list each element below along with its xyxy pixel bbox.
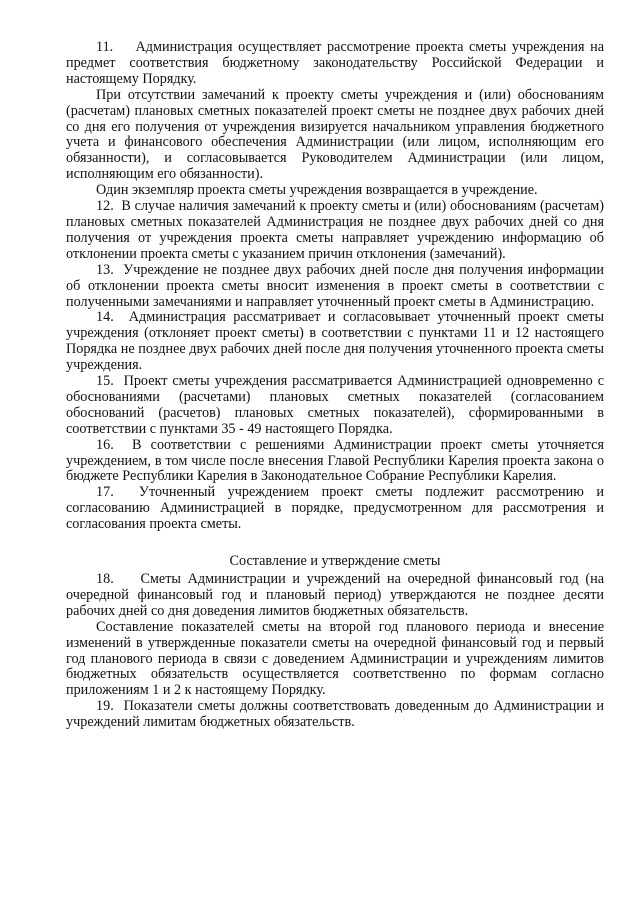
paragraph-19: 19. Показатели сметы должны соответствовать доведенным до Администрации и учреждений лимитам бюджетных обязательств.: [66, 698, 604, 731]
paragraph-12: 12. В случае наличия замечаний к проекту сметы и (или) обоснованиям (расчетам) плановых сметных показателей Администрация не позднее двух рабочих дней со дня получения от учреждения проекта сметы направляет учреждению информацию об отклонении проекта сметы с указанием причин отклонения (замечаний).: [66, 198, 604, 262]
paragraph-11-no-remarks: При отсутствии замечаний к проекту сметы учреждения и (или) обоснованиям (расчетам) плановых сметных показателей проект сметы не позднее двух рабочих дней со дня его получения от учреждения визируется начальником управления бюджетного учета и финансового обеспечения Администрации (или лицом, исполняющим его обязанности), и согласовывается Руководителем Администрации (или лицом, исполняющим его обязанности).: [66, 86, 604, 183]
paragraph-17: 17. Уточненный учреждением проект сметы подлежит рассмотрению и согласованию Администрацией в порядке, предусмотренном для рассмотрения и согласования проекта сметы.: [66, 484, 604, 533]
paragraph-18-second-year: Составление показателей сметы на второй год планового периода и внесение изменений в утвержденные показатели сметы на очередной финансовый год и первый год планового периода в связи с доведением Администрации и учреждениям лимитов бюджетных обязательств осуществляется соответственно по формам согласно приложениям 1 и 2 к настоящему Порядку.: [66, 618, 604, 699]
paragraph-14: 14. Администрация рассматривает и согласовывает уточненный проект сметы учреждения (отклоняет проект сметы) в соответствии с пунктами 11 и 12 настоящего Порядка не позднее двух рабочих дней после дня получения уточненного проекта сметы учреждения.: [66, 309, 604, 374]
section-heading: Составление и утверждение сметы: [229, 553, 441, 570]
paragraph-11-copy-returned: Один экземпляр проекта сметы учреждения возвращается в учреждение.: [96, 182, 538, 199]
paragraph-11: 11. Администрация осуществляет рассмотрение проекта сметы учреждения на предмет соответствия бюджетному законодательству Российской Федерации и настоящему Порядку.: [66, 39, 604, 87]
paragraph-13: 13. Учреждение не позднее двух рабочих дней после дня получения информации об отклонении проекта сметы вносит изменения в проект сметы в соответствии с полученными замечаниями и направляет уточненный проект сметы в Администрацию.: [66, 261, 604, 310]
paragraph-18: 18. Сметы Администрации и учреждений на очередной финансовый год (на очередной финансовый год и плановый период) утверждаются не позднее десяти рабочих дней со дня доведения лимитов бюджетных обязательств.: [66, 571, 604, 619]
paragraph-15: 15. Проект сметы учреждения рассматривается Администрацией одновременно с обоснованиями (расчетами) плановых сметных показателей (согласованием обоснований (расчетов) плановых сметных показателей), сформированными в соответствии с пунктами 35 - 49 настоящего Порядка.: [66, 373, 604, 437]
paragraph-16: 16. В соответствии с решениями Администрации проект сметы уточняется учреждением, в том числе после внесения Главой Республики Карелия проекта закона о бюджете Республики Карелия в Законодательное Собрание Республики Карелия.: [66, 436, 604, 485]
